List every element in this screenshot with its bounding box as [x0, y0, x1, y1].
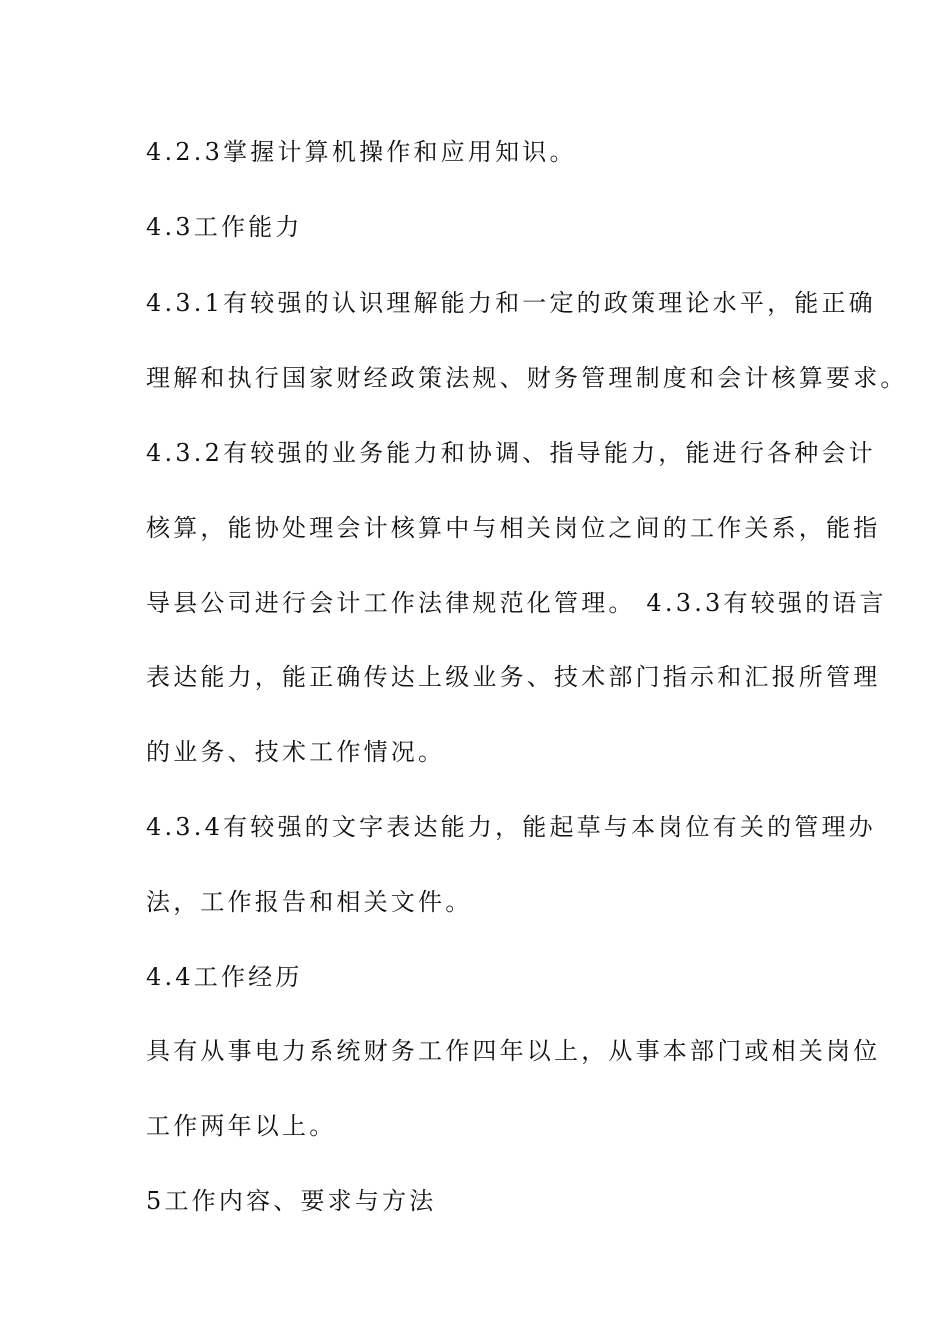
text-line-4-2-3: 4.2.3掌握计算机操作和应用知识。 — [146, 138, 577, 166]
text-line-4-3-4: 4.3.4有较强的文字表达能力，能起草与本岗位有关的管理办 — [146, 813, 876, 841]
text-line-4-3-3-cont-2: 的业务、技术工作情况。 — [146, 738, 446, 766]
text-line-4-3-2-cont-1: 核算，能协处理会计核算中与相关岗位之间的工作关系，能指 — [146, 514, 881, 542]
text-line-4-3-4-cont: 法，工作报告和相关文件。 — [146, 888, 473, 916]
text-line-4-3-3-cont-1: 表达能力，能正确传达上级业务、技术部门指示和汇报所管理 — [146, 663, 881, 691]
section-heading-4-4: 4.4工作经历 — [146, 963, 303, 991]
section-heading-5: 5工作内容、要求与方法 — [146, 1187, 437, 1215]
text-line-4-3-2: 4.3.2有较强的业务能力和协调、指导能力，能进行各种会计 — [146, 439, 876, 467]
text-line-4-3-1-cont: 理解和执行国家财经政策法规、财务管理制度和会计核算要求。 — [146, 364, 908, 392]
text-line-experience: 具有从事电力系统财务工作四年以上，从事本部门或相关岗位 — [146, 1037, 881, 1065]
text-line-4-3-1: 4.3.1有较强的认识理解能力和一定的政策理论水平，能正确 — [146, 289, 876, 317]
text-line-experience-cont: 工作两年以上。 — [146, 1112, 337, 1140]
text-line-4-3-2-cont-2: 导县公司进行会计工作法律规范化管理。 4.3.3有较强的语言 — [146, 589, 887, 617]
section-heading-4-3: 4.3工作能力 — [146, 213, 303, 241]
